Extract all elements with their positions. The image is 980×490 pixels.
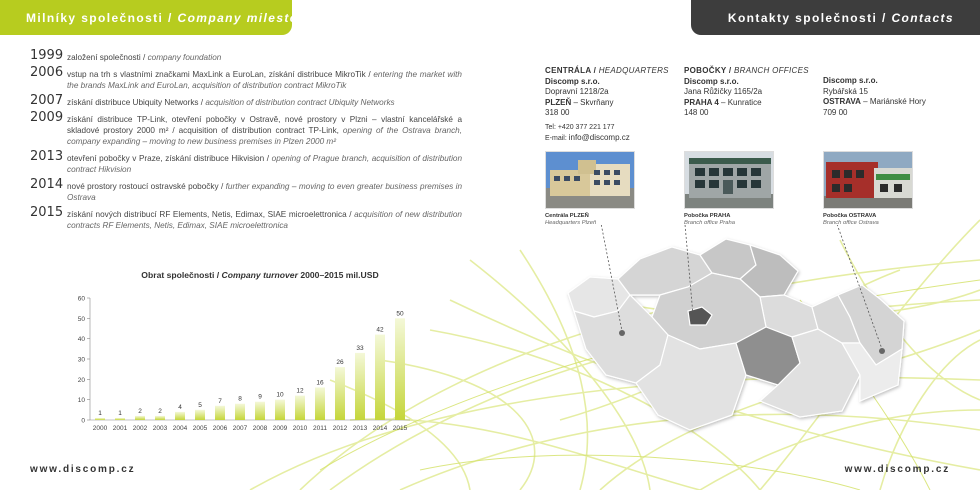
y-tick-label: 20: [77, 376, 85, 384]
bar-value-label: 42: [376, 326, 384, 334]
branch-praha-city-line: PRAHA 4 – Kunratice: [684, 97, 762, 107]
y-tick-label: 50: [77, 315, 85, 323]
bar-2003: [155, 416, 165, 420]
bar-value-label: 2: [138, 407, 142, 415]
photo-praha: [684, 151, 774, 209]
bar-2004: [175, 412, 185, 420]
bar-value-label: 50: [396, 310, 404, 318]
chart-title: Obrat společnosti / Company turnover 2000–2015 mil.USD: [141, 270, 379, 280]
bar-2012: [335, 367, 345, 420]
milestone-item: 2015 získání nových distribucí RF Elements, Netis, Edimax, SIAE microelettronica / acquisition of new distribution contracts RF Elements, Netis, Edimax, SIAE microelettronica: [30, 205, 462, 230]
contact-ostrava: [823, 76, 963, 118]
milestone-item: 2007 získání distribuce Ubiquity Networks / acquisition of distribution contract Ubiquity Networks: [30, 93, 395, 108]
x-tick-label: 2006: [212, 425, 228, 432]
milestone-item: 2014 nové prostory rostoucí ostravské pobočky / further expanding – moving to even greater business premises in Ostrava: [30, 177, 463, 202]
hq-email-line: E-mail: info@discomp.cz: [545, 133, 630, 142]
bar-2011: [315, 387, 325, 420]
photo-plzen-caption: Centrála PLZEŇ Headquarters Plzeň: [545, 213, 597, 226]
branch-praha-zip: 148 00: [684, 108, 709, 117]
header-contacts-title: Kontakty společnosti / Contacts: [727, 11, 954, 25]
bar-2010: [295, 396, 305, 420]
photo-praha-caption: Pobočka PRAHA Branch office Praha: [684, 213, 735, 226]
x-tick-label: 2007: [232, 425, 248, 432]
x-tick-label: 2011: [313, 425, 327, 432]
bar-value-label: 7: [218, 397, 222, 405]
hq-city-line: PLZEŇ – Skvrňany: [545, 97, 614, 107]
x-tick-label: 2002: [132, 425, 148, 432]
header-milestones: [0, 0, 324, 35]
branch-ostrava-street: Rybářská 15: [823, 86, 868, 96]
czech-republic-map: [560, 225, 980, 440]
bar-value-label: 8: [238, 395, 242, 403]
branch-ostrava-zip: 709 00: [823, 107, 848, 117]
bar-2001: [115, 418, 125, 420]
footer-url-left[interactable]: www.discomp.cz: [30, 464, 136, 475]
x-tick-label: 2012: [332, 425, 348, 432]
branches-title: POBOČKY / BRANCH OFFICES: [684, 66, 809, 75]
bar-value-label: 1: [98, 409, 102, 417]
x-tick-label: 2008: [252, 425, 268, 432]
bar-value-label: 2: [158, 407, 162, 415]
y-tick-label: 30: [77, 356, 85, 364]
bar-value-label: 16: [316, 379, 324, 387]
bar-2007: [235, 404, 245, 420]
bar-value-label: 9: [258, 393, 262, 401]
bar-2006: [215, 406, 225, 420]
x-tick-label: 2004: [172, 425, 188, 432]
contact-branches: [684, 66, 814, 119]
bar-2015: [395, 318, 405, 420]
hq-email-link[interactable]: info@discomp.cz: [568, 133, 630, 142]
bar-2013: [355, 353, 365, 420]
chart-plot: [70, 280, 450, 445]
x-tick-label: 2005: [192, 425, 208, 432]
x-tick-label: 2000: [92, 425, 108, 432]
y-tick-label: 10: [77, 397, 85, 405]
milestones-timeline: [30, 48, 463, 237]
bar-value-label: 1: [118, 409, 122, 417]
bar-2000: [95, 418, 105, 420]
branch-ostrava-city-line: OSTRAVA – Mariánské Hory: [823, 97, 926, 106]
branch-praha-company: Discomp s.r.o.: [684, 76, 739, 86]
y-tick-label: 60: [77, 295, 85, 303]
marker-ostrava: [879, 348, 885, 354]
milestone-item: 2009 získání distribuce TP-Link, otevření pobočky v Ostravě, nové prostory v Plzni – vlastní kancelářské a skladové prostory 2000 m² / acquisition of distribution contract TP-Link, opening of the Ostrava branch, company expanding – moving to new business premises in Plzen 2000 m²: [30, 110, 462, 146]
hq-phone: Tel: +420 377 221 177: [545, 123, 615, 131]
bar-2005: [195, 410, 205, 420]
bar-2009: [275, 400, 285, 420]
footer-url-right[interactable]: www.discomp.cz: [844, 464, 950, 475]
bar-value-label: 33: [356, 344, 364, 352]
y-tick-label: 0: [81, 417, 85, 425]
branch-praha-street: Jana Růžičky 1165/2a: [684, 87, 763, 96]
bar-2014: [375, 335, 385, 420]
milestone-item: 2006 vstup na trh s vlastními značkami MaxLink a EuroLan, získání distribuce MikroTik / entering the market with the brands MaxLink and EuroLan, acquisition of distribution contract MikroTik: [30, 65, 462, 90]
header-contacts: [691, 0, 980, 35]
bar-value-label: 12: [296, 387, 304, 395]
milestone-item: 1999 založení společnosti / company foundation: [30, 48, 222, 63]
contact-headquarters: [545, 66, 680, 145]
y-tick-label: 40: [77, 336, 85, 344]
hq-title: CENTRÁLA / HEADQUARTERS: [545, 66, 669, 75]
bar-2008: [255, 402, 265, 420]
hq-street: Dopravní 1218/2a: [545, 87, 609, 96]
branch-ostrava-company: Discomp s.r.o.: [823, 76, 878, 85]
marker-plzen: [619, 330, 625, 336]
bar-value-label: 10: [276, 391, 284, 399]
turnover-chart: [70, 270, 450, 440]
x-tick-label: 2014: [372, 425, 388, 432]
bar-value-label: 5: [198, 401, 202, 409]
bar-2002: [135, 416, 145, 420]
x-tick-label: 2013: [352, 425, 368, 432]
x-tick-label: 2001: [112, 425, 128, 432]
x-tick-label: 2010: [292, 425, 308, 432]
x-tick-label: 2009: [272, 425, 288, 432]
bar-value-label: 4: [178, 403, 182, 411]
x-tick-label: 2015: [392, 425, 408, 432]
hq-company: Discomp s.r.o.: [545, 76, 600, 86]
hq-zip: 318 00: [545, 108, 570, 117]
bar-value-label: 26: [336, 359, 344, 367]
header-milestones-title: Milníky společnosti / Company milestones: [26, 11, 324, 25]
photo-plzen: [545, 151, 635, 209]
milestone-item: 2013 otevření pobočky v Praze, získání distribuce Hikvision / opening of Prague branch, acquisition of distribution contract Hikvision: [30, 149, 463, 174]
photo-ostrava: [823, 151, 913, 209]
x-tick-label: 2003: [152, 425, 168, 432]
photo-ostrava-caption: Pobočka OSTRAVA Branch office Ostrava: [823, 213, 879, 226]
